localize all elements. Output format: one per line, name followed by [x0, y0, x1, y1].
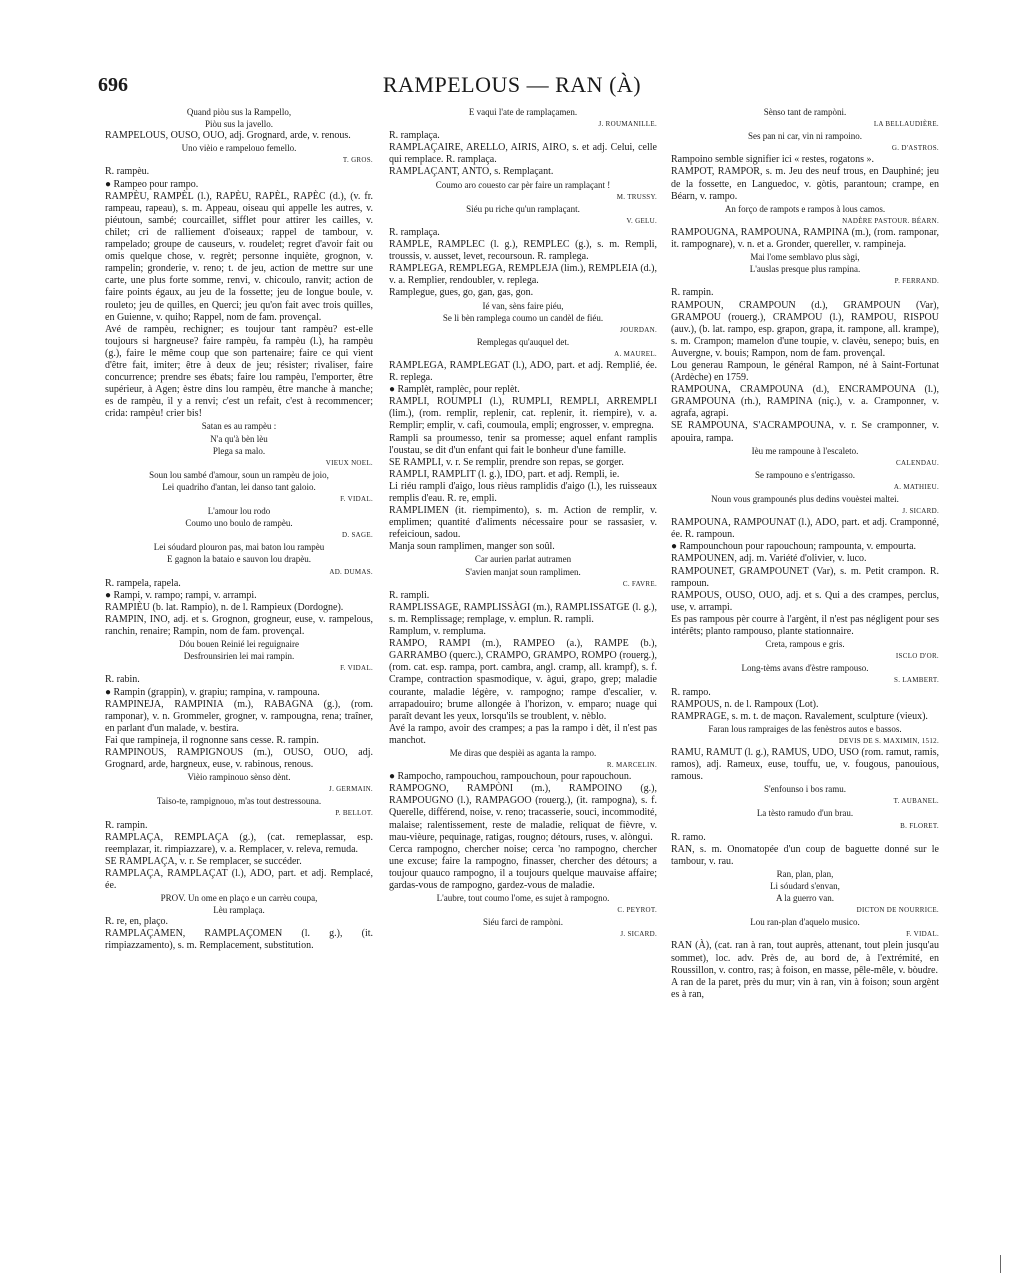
- quotation: Car aurien parlat autramen S'avien manjat soun ramplimen.: [465, 554, 581, 577]
- entry-paragraph: RAMPLAÇA, RAMPLAÇAT (l.), ADO, part. et adj. Remplacé, ée.: [105, 867, 373, 891]
- entry-paragraph: SE RAMPLAÇA, v. r. Se remplacer, se succéder.: [105, 855, 302, 867]
- quotation-source: CALENDAU.: [896, 458, 939, 467]
- entry-paragraph: Ramplum, v. rempluma.: [389, 626, 486, 638]
- quotation: Noun vous grampounés plus dedins vouèstei maltei.: [711, 494, 899, 504]
- entry-paragraph: ● Ramplèt, ramplèc, pour replèt.: [389, 384, 520, 396]
- entry-paragraph: RAMPLEGA, REMPLEGA, REMPLEJA (lim.), REMPLEIA (d.), v. a. Remplier, rendoubler, v. replega.: [389, 263, 657, 287]
- entry-paragraph: ● Rampin (grappin), v. grapiu; rampina, v. rampouna.: [105, 686, 320, 698]
- quotation: An forço de rampots e rampos à lous camos.: [724, 203, 886, 214]
- quotation: Faran lous rampraiges de las fenèstros autos e bassos.: [708, 723, 902, 734]
- entry-paragraph: RAMPOUN, CRAMPOUN (d.), GRAMPOUN (Var), GRAMPOU (rouerg.), CRAMPOU (l.), RAMPOU, RISPOU (auv.), (b. lat. rampo, esp. grapon, grapa, it. rampone, all. krampe), s. m. Crampon; mamelon d'une toupie, v. clavèu, senepo; buis, en Auvergne, v. bouis; Rampon, nom de fam. provençal.: [671, 299, 939, 359]
- entry-paragraph: RAMPÈU, RAMPÈL (l.), RAPÈU, RAPÈL, RAPÈC (d.), (v. fr. rampeau, rapeau), s. m. Appeau, oiseau qui appelle les autres, v. piéutoun, sambé; courcaillet, sifflet pour attirer les cailles, v. chilet; cri de ralliement d'oiseaux; rappel de tambour, v. rampelado; groupe de causeurs, v. roudelet; regret d'avoir fait ou omis quelque chose, v. regrèt; personne inquiète, grognon, v. rampelin; gronderie, v. reno; t. de jeu, action de mettre sur une carte, une plus forte somme, renvi, v. chicoulo, ranvit; action de faire points égaux, au jeu de la fossette; jeu de longue boule, v. rouleto; jeu de quilles, en Querci; jeu qu'on fait avec trois quilles, en Guienne, v. quiho; Rappel, nom de fam. provençal.: [105, 190, 373, 323]
- quotation: L'aubre, tout coumo l'ome, es sujet à rampogno.: [436, 893, 610, 904]
- entry-paragraph: RAMPIÈU (b. lat. Rampio), n. de l. Rampieux (Dordogne).: [105, 601, 344, 613]
- entry-paragraph: ● Rampounchoun pour rapouchoun; rampounta, v. empourta.: [671, 541, 917, 553]
- entry-paragraph: RAMPINEJA, RAMPINIA (m.), RABAGNA (g.), (rom. ramponar), v. n. Grommeler, grogner, v. rampougna, rena; traîner, en parlant d'un malade, v. bestira.: [105, 698, 373, 734]
- quotation-source: R. MARCELIN.: [606, 761, 657, 770]
- quotation-source: LA BELLAUDIÈRE.: [873, 120, 939, 129]
- quotation: Ièu me rampoune à l'escaleto.: [751, 445, 859, 456]
- quotation-source: AD. DUMAS.: [329, 567, 373, 576]
- entry-paragraph: R. re, en, plaço.: [105, 916, 169, 928]
- quotation: Creta, rampous e gris.: [765, 639, 845, 650]
- entry-paragraph: Avé de rampèu, rechigner; es toujour tant rampèu? est-elle toujours si hargneuse? faire rampèu, fa rampèu (l.), ha rampèu (g.), faire le même coup que son partenaire; faire ce qui vient d'être fait, imiter; être à deux de jeu; résister; rivaliser, faire concurrence; prendre ses ébats; faire lou rampèu, l'emporter, être supérieur, à Agen; èstre dins lou rampèu, être manche à manche; es de rampèu, il y a renvi; c'est un refait, c'est à recommencer; crida: rampèu! crier bis!: [105, 323, 373, 420]
- entry-paragraph: R. rampèu.: [105, 166, 150, 178]
- column-right: [671, 106, 939, 1001]
- quotation-source: B. FLORET.: [900, 821, 939, 830]
- quotation-source: A. MAUREL.: [614, 349, 657, 358]
- entry-paragraph: RAMPLAÇANT, ANTO, s. Remplaçant.: [389, 166, 554, 178]
- entry-paragraph: RAMPINOUS, RAMPIGNOUS (m.), OUSO, OUO, adj. Grognard, arde, hargneux, euse, v. rabinous, renous.: [105, 746, 373, 771]
- quotation-source: J. ROUMANILLE.: [598, 120, 657, 129]
- entry-paragraph: RAMPLAÇAIRE, ARELLO, AIRIS, AIRO, s. et adj. Celui, celle qui remplace. R. ramplaça.: [389, 142, 657, 166]
- quotation-source: NADÈRE PASTOUR. BÉARN.: [842, 216, 939, 225]
- entry-paragraph: RAMPOUNET, GRAMPOUNET (Var), s. m. Petit crampon. R. rampoun.: [671, 565, 939, 589]
- quotation-source: VIEUX NOEL.: [325, 458, 373, 467]
- running-head: RAMPELOUS — RAN (À): [382, 72, 642, 97]
- entry-paragraph: R. rampo.: [671, 686, 711, 698]
- quotation: Uno vièio e rampelouo femello.: [181, 143, 297, 154]
- entry-paragraph: Lou generau Rampoun, le général Rampon, né à Saint-Fortunat (Ardèche) en 1759.: [671, 359, 939, 384]
- quotation-source: J. SICARD.: [620, 930, 657, 939]
- entry-paragraph: ● Rampocho, rampouchou, rampouchoun, pour rapouchoun.: [389, 771, 632, 783]
- quotation-source: DICTON DE NOURRICE.: [856, 906, 939, 915]
- entry-paragraph: Rampli sa proumesso, tenir sa promesse; aquel enfant ramplis l'oustau, se dit d'un enfant qui fait le bonheur d'une famille.: [389, 432, 657, 456]
- quotation: Ses pan ni car, vin ni rampoino.: [747, 131, 863, 142]
- entry-paragraph: R. ramo.: [671, 831, 706, 843]
- quotation-source: S. LAMBERT.: [894, 676, 939, 685]
- entry-paragraph: RAMPLIMEN (it. riempimento), s. m. Action de remplir, v. emplimen; quantité d'aliments nécessaire pour se rassasier, v. refeicioun, sadou.: [389, 505, 657, 541]
- quotation: Vièio rampinouo sènso dènt.: [187, 772, 291, 783]
- entry-paragraph: A ran de la paret, près du mur; vin à ran, vin à foison; soun argènt es à ran,: [671, 976, 939, 1000]
- quotation-source: JOURDAN.: [620, 325, 657, 334]
- quotation: Lou ran-plan d'aquelo musico.: [750, 917, 860, 928]
- quotation: Remplegas qu'auquel det.: [476, 336, 570, 347]
- entry-paragraph: RAMPOUGNA, RAMPOUNA, RAMPINA (m.), (rom. ramponar, it. rampognare), v. n. et a. Gronder, quereller, v. rampineja.: [671, 226, 939, 251]
- entry-paragraph: RAMU, RAMUT (l. g.), RAMUS, UDO, USO (rom. ramut, ramis, ramos), adj. Rameux, euse, touffu, ue, v. fougous, panouious, ramous.: [671, 746, 939, 783]
- quotation-source: A. MATHIEU.: [893, 482, 939, 491]
- entry-paragraph: RAMPIN, INO, adj. et s. Grognon, grogneur, euse, v. rampelous, ranchin, renaire; Rampin, nom de fam. provençal.: [105, 613, 373, 638]
- quotation-source: ISCLO D'OR.: [895, 652, 939, 661]
- quotation-source: P. FERRAND.: [894, 277, 939, 286]
- entry-paragraph: SE RAMPLI, v. r. Se remplir, prendre son repas, se gorger.: [389, 456, 624, 468]
- entry-paragraph: SE RAMPOUNA, S'ACRAMPOUNA, v. r. Se cramponner, v. apouira, rampa.: [671, 420, 939, 444]
- entry-paragraph: RAMPOT, RAMPOR, s. m. Jeu des neuf trous, en Dauphiné; jeu de la fossette, en Languedoc, v. gòtis, parantoun; crampe, en Béarn, v. rampo.: [671, 166, 939, 202]
- entry-paragraph: RAMPOUS, OUSO, OUO, adj. et s. Qui a des crampes, perclus, use, v. arrampi.: [671, 589, 939, 613]
- page-number: 696: [98, 74, 128, 96]
- entry-paragraph: Manja soun ramplimen, manger son soûl.: [389, 541, 555, 553]
- quotation: PROV. Un ome en plaço e un carrèu coupa, Lèu ramplaça.: [160, 893, 318, 916]
- quotation-source: M. TRUSSY.: [616, 192, 657, 201]
- column-left: [105, 106, 373, 953]
- entry-paragraph: Cerca rampogno, chercher noise; cerca 'no rampogno, chercher une excuse; faire la rampogno, finasser, chercher des détours; a toujour quauco rampogno, il a toujours quelque mauvaise affaire; gardas-vous de rampogno, gardez-vous de maladie.: [389, 843, 657, 891]
- quotation-source: F. VIDAL.: [340, 495, 373, 503]
- quotation: Ié van, sèns faire piéu, Se li bèn ramplega coumo un candèl de fiéu.: [442, 300, 604, 323]
- quotation: Quand piòu sus la Rampello, Piòu sus la javello.: [186, 107, 292, 130]
- entry-paragraph: RAMPOGNO, RAMPÒNI (m.), RAMPOINO (g.), RAMPOUGNO (l.), RAMPAGOO (rouerg.), (it. rampogna), s. f. Querelle, différend, noise, v. reno; tracasserie, souci, incommodité, malaise; ralentissement, reste de maladie, reliquat de fièvre, v. mau-vièure, pequinage, ratigas, rougno; détours, ruses, v. alòngui.: [389, 783, 657, 843]
- entry-paragraph: RAMPLI, ROUMPLI (l.), RUMPLI, REMPLI, ARREMPLI (lim.), (rom. remplir, replenir, cat. replenir, it. riempire), v. a. Remplir; emplir, v. cafi, coumoula, empli; engrosser, v. empregna.: [389, 396, 657, 432]
- entry-paragraph: Li riéu rampli d'aigo, lous rièus ramplidis d'aigo (l.), les ruisseaux remplis d'eau. R. re, empli.: [389, 480, 657, 504]
- entry-paragraph: Avé la rampo, avoir des crampes; a pas la rampo i dèt, il n'est pas manchot.: [389, 722, 657, 746]
- entry-paragraph: RAMPLISSAGE, RAMPLISSÀGI (m.), RAMPLISSATGE (l. g.), s. m. Remplissage; remplage, v. emplun. R. rampli.: [389, 601, 657, 625]
- entry-paragraph: RAMPO, RAMPI (m.), RAMPEO (a.), RAMPE (b.), GARRAMBO (querc.), CRAMPO, GRAMPO, ROMPO (rouerg.), (rom. cat. esp. rampa, port. cambra, angl. cramp, all. krampf), s. f. Crampe, contraction spasmodique, v. àgui, grapo, grep; maladie courante, maladie légère, v. rampogno; rampe d'escalier, v. arrapadouiro; brume allongée à l'horizon, v. emparo; nuage qui paraît devant les yeux, lorsqu'ils se troublent, v. nèblo.: [389, 638, 657, 722]
- entry-paragraph: RAMPLAÇAMEN, RAMPLAÇOMEN (l. g.), (it. rimpiazzamento), s. m. Remplacement, substitution.: [105, 928, 373, 952]
- entry-paragraph: RAN, s. m. Onomatopée d'un coup de baguette donné sur le tambour, v. rau.: [671, 843, 939, 867]
- entry-paragraph: R. rampin.: [105, 819, 148, 831]
- entry-paragraph: RAMPRAGE, s. m. t. de maçon. Ravalement, sculpture (vieux).: [671, 710, 928, 722]
- quotation-source: C. FAVRE.: [622, 579, 657, 588]
- quotation-source: J. GERMAIN.: [329, 785, 373, 794]
- quotation: Satan es au rampèu : N'a qu'à bèn lèu Plega sa malo.: [201, 421, 277, 456]
- entry-paragraph: RAMPLE, RAMPLEC (l. g.), REMPLEC (g.), s. m. Rempli, troussis, v. ausset, levet, recoursoun. R. ramplega.: [389, 239, 657, 263]
- entry-paragraph: RAMPOUNA, CRAMPOUNA (d.), ENCRAMPOUNA (l.), GRAMPOUNA (rh.), RAMPINA (niç.), v. a. Cramponner, v. agrafa, agrapi.: [671, 384, 939, 420]
- entry-paragraph: ● Rampeo pour rampo.: [105, 178, 199, 190]
- quotation: Coumo aro couesto car pèr faire un ramplaçant !: [435, 179, 611, 190]
- quotation-source: T. AUBANEL.: [893, 797, 939, 806]
- quotation: Mai l'ome semblavo plus sàgi, L'auslas presque plus rampina.: [749, 252, 861, 275]
- quotation-source: D. SAGE.: [342, 531, 373, 540]
- entry-paragraph: RAMPLI, RAMPLIT (l. g.), IDO, part. et adj. Rempli, ie.: [389, 468, 620, 480]
- quotation: Soun lou sambé d'amour, soun un rampèu de joio, Lei quadriho d'antan, lei danso tant galoio.: [149, 469, 329, 492]
- entry-paragraph: R. rampin.: [671, 287, 714, 299]
- quotation-source: P. BELLOT.: [335, 809, 373, 818]
- quotation: L'amour lou rodo Coumo uno boulo de rampèu.: [185, 506, 293, 529]
- quotation: Lei sóudard plouron pas, mai baton lou rampèu E gagnon la bataio e sauvon lou drapèu.: [153, 542, 325, 565]
- entry-paragraph: RAMPOUS, n. de l. Rampoux (Lot).: [671, 698, 819, 710]
- quotation: Sènso tant de rampòni.: [763, 107, 847, 117]
- quotation: S'enfounso i bos ramu.: [763, 784, 847, 795]
- entry-paragraph: R. rabin.: [105, 674, 140, 686]
- quotation: Taiso-te, rampignouo, m'as tout destressouna.: [156, 796, 322, 807]
- quotation: Ran, plan, plan, Li sóudard s'envan, A la guerro van.: [770, 868, 840, 904]
- quotation-source: DEVIS DE S. MAXIMIN, 1512.: [838, 736, 939, 745]
- quotation: Se rampouno e s'entrigasso.: [754, 469, 856, 480]
- margin-mark: [1000, 1255, 1007, 1273]
- entry-paragraph: RAMPOUNEN, adj. m. Variété d'olivier, v. luco.: [671, 553, 867, 565]
- quotation-source: F. VIDAL.: [906, 930, 939, 939]
- quotation: E vaqui l'ate de ramplaçamen.: [468, 107, 578, 117]
- entry-paragraph: R. rampela, rapela.: [105, 577, 181, 589]
- entry-paragraph: ● Rampi, v. rampo; rampi, v. arrampi.: [105, 589, 257, 601]
- quotation: Siéu pu riche qu'un ramplaçant.: [466, 203, 580, 214]
- quotation-source: T. GROS.: [342, 156, 373, 165]
- entry-paragraph: R. ramplaça.: [389, 130, 440, 142]
- entry-paragraph: Ramplegue, gues, go, gan, gas, gon.: [389, 287, 534, 299]
- quotation: Dóu bouen Reinié lei reguignaire Desfrounsirien lei mai rampin.: [179, 639, 299, 662]
- quotation-source: V. GELU.: [626, 216, 657, 225]
- entry-paragraph: R. ramplaça.: [389, 226, 440, 238]
- entry-paragraph: R. rampli.: [389, 589, 430, 601]
- quotation-source: F. VIDAL.: [340, 664, 373, 673]
- quotation: Me diras que despièi as aganta la rampo.: [449, 747, 597, 758]
- entry-paragraph: Fai que rampineja, il rognonne sans cesse. R. rampin.: [105, 734, 319, 746]
- column-middle: [389, 106, 657, 940]
- entry-paragraph: Es pas rampous pèr courre à l'argènt, il n'est pas négligent pour ses intérêts; planto rampouso, plante stationnaire.: [671, 613, 939, 638]
- quotation-source: G. D'ASTROS.: [891, 144, 939, 153]
- quotation: La tèsto ramudo d'un brau.: [756, 808, 854, 819]
- entry-paragraph: RAMPLAÇA, REMPLAÇA (g.), (cat. remeplassar, esp. reemplazar, it. rimpiazzare), v. a. Remplacer, v. releva, remuda.: [105, 831, 373, 855]
- quotation-source: J. SICARD.: [902, 507, 939, 516]
- quotation-source: C. PEYROT.: [617, 906, 657, 915]
- entry-paragraph: Rampoino semble signifier ici « restes, rogatons ».: [671, 154, 875, 166]
- entry-paragraph: RAMPLEGA, RAMPLEGAT (l.), ADO, part. et adj. Remplié, ée. R. replega.: [389, 359, 657, 384]
- entry-paragraph: RAMPOUNA, RAMPOUNAT (l.), ADO, part. et adj. Cramponné, ée. R. rampoun.: [671, 517, 939, 541]
- entry-paragraph: RAN (À), (cat. ran à ran, tout auprès, attenant, tout plein jusqu'au sommet), loc. adv. Près de, au bord de, à l'extrémité, en Roussillon, v. contro, ras; à foison, en masse, pêle-mêle, v. bòudre.: [671, 940, 939, 976]
- quotation: Long-tèms avans d'èstre rampouso.: [741, 663, 869, 674]
- quotation: Siéu farci de rampòni.: [483, 917, 563, 928]
- entry-paragraph: RAMPELOUS, OUSO, OUO, adj. Grognard, arde, v. renous.: [105, 130, 351, 142]
